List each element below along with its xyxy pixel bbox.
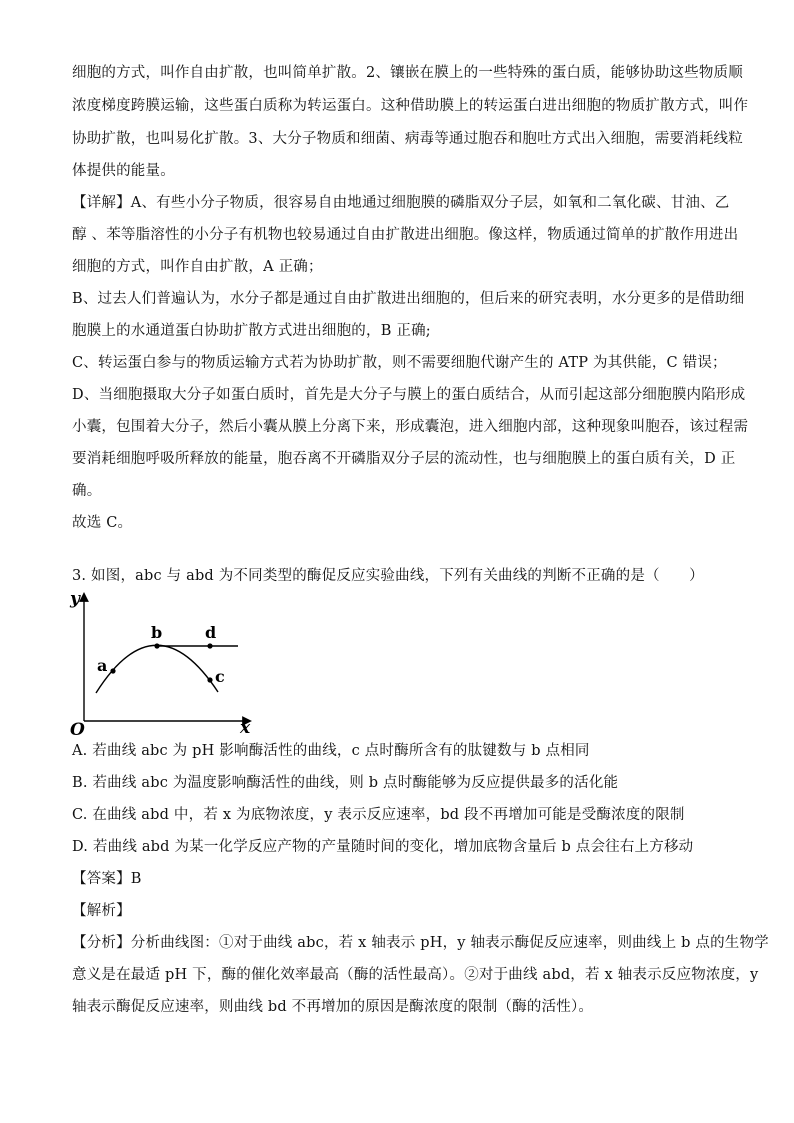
option-d: D. 若曲线 abd 为某一化学反应产物的产量随时间的变化，增加底物含量后 b 点会往右上方移动 [72, 839, 694, 855]
answer-line: 【答案】B [72, 871, 142, 887]
point-c-label: c [215, 667, 225, 686]
option-c: C. 在曲线 abd 中，若 x 为底物浓度，y 表示反应速率，bd 段不再增加可能是受酶浓度的限制 [72, 807, 685, 823]
text-line: 小囊，包围着大分子，然后小囊从膜上分离下来，形成囊泡，进入细胞内部，这种现象叫胞吞，该过程需 [72, 419, 749, 435]
text-line: 故选 C。 [72, 515, 133, 531]
analysis-line: 轴表示酶促反应速率，则曲线 bd 不再增加的原因是酶浓度的限制（酶的活性）。 [72, 999, 594, 1015]
point-b [154, 643, 159, 648]
option-b: B. 若曲线 abc 为温度影响酶活性的曲线，则 b 点时酶能够为反应提供最多的活化能 [72, 775, 619, 791]
text-line: 协助扩散，也叫易化扩散。3、大分子物质和细菌、病毒等通过胞吞和胞吐方式出入细胞，需要消耗线粒 [72, 131, 743, 147]
y-axis-label: y [70, 589, 80, 609]
point-a [110, 668, 115, 673]
text-line: 细胞的方式，叫作自由扩散，A 正确； [72, 259, 323, 275]
text-line: 醇 、苯等脂溶性的小分子有机物也较易通过自由扩散进出细胞。像这样，物质通过简单的扩散作用进出 [72, 227, 739, 243]
text-line: 浓度梯度跨膜运输，这些蛋白质称为转运蛋白。这种借助膜上的转运蛋白进出细胞的物质扩散方式，叫作 [72, 98, 749, 114]
point-b-label: b [151, 623, 163, 642]
analysis-heading: 【解析】 [72, 903, 131, 919]
analysis-line: 【分析】分析曲线图：①对于曲线 abc，若 x 轴表示 pH，y 轴表示酶促反应速率，则曲线上 b 点的生物学 [72, 935, 769, 951]
text-line: 体提供的能量。 [72, 163, 175, 179]
text-line: 细胞的方式，叫作自由扩散，也叫简单扩散。2、镶嵌在膜上的一些特殊的蛋白质，能够协助这些物质顺 [72, 65, 743, 81]
x-axis-label: x [240, 718, 251, 736]
text-line: 【详解】A、有些小分子物质，很容易自由地通过细胞膜的磷脂双分子层，如氧和二氧化碳、甘油、乙 [72, 195, 730, 211]
point-c [207, 677, 212, 682]
option-a: A. 若曲线 abc 为 pH 影响酶活性的曲线，c 点时酶所含有的肽键数与 b 点相同 [72, 743, 590, 759]
point-d-label: d [205, 623, 217, 642]
text-line: D、当细胞摄取大分子如蛋白质时，首先是大分子与膜上的蛋白质结合，从而引起这部分细胞膜内陷形成 [72, 387, 746, 403]
point-d [207, 643, 212, 648]
origin-label: O [70, 720, 85, 736]
analysis-line: 意义是在最适 pH 下，酶的催化效率最高（酶的活性最高）。②对于曲线 abd，若 x 轴表示反应物浓度，y [72, 967, 759, 983]
text-line: 确。 [72, 483, 102, 499]
text-line: B、过去人们普遍认为，水分子都是通过自由扩散进出细胞的，但后来的研究表明，水分更多的是借助细 [72, 291, 745, 307]
question-stem: 3. 如图，abc 与 abd 为不同类型的酶促反应实验曲线，下列有关曲线的判断不正确的是（ ） [72, 568, 704, 584]
enzyme-curve-figure [68, 588, 258, 736]
text-line: C、转运蛋白参与的物质运输方式若为协助扩散，则不需要细胞代谢产生的 ATP 为其供能，C 错误； [72, 355, 727, 371]
text-line: 胞膜上的水通道蛋白协助扩散方式进出细胞的，B 正确; [72, 323, 431, 339]
text-line: 要消耗细胞呼吸所释放的能量，胞吞离不开磷脂双分子层的流动性，也与细胞膜上的蛋白质有关，D 正 [72, 451, 736, 467]
point-a-label: a [97, 656, 108, 675]
